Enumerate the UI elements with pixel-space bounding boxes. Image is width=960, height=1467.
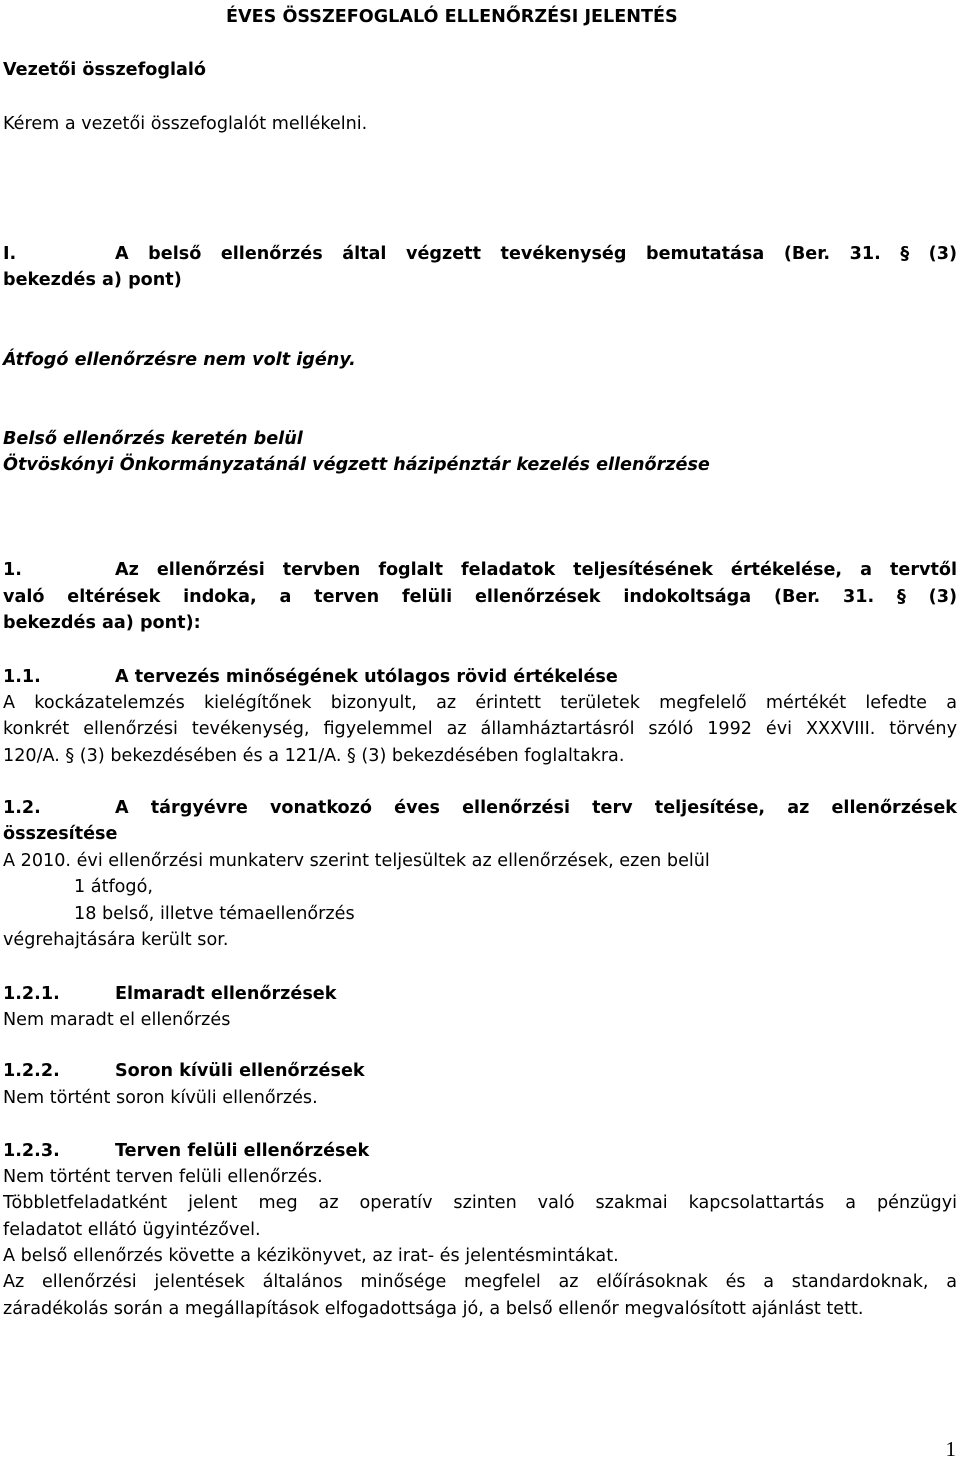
section-number: 1.2.2. bbox=[3, 1061, 60, 1081]
section-I-internal-audit-line1: Belső ellenőrzés keretén belül bbox=[3, 429, 303, 449]
section-1-2-3-paragraph3-line2: záradékolás során a megállapítások elfogadottsága jó, a belső ellenőr megvalósított ajánlást tett. bbox=[3, 1299, 864, 1319]
section-1-2-text-line2: 1 átfogó, bbox=[74, 877, 153, 897]
section-1-heading-line3: bekezdés aa) pont): bbox=[3, 613, 201, 633]
section-1-heading-line2: való eltérések indoka, a terven felüli ellenőrzések indokoltsága (Ber. 31. § (3) bbox=[3, 587, 957, 607]
section-1-2-3-paragraph3-line1: Az ellenőrzési jelentések általános minősége megfelel az előírásoknak és a standardoknak, a bbox=[3, 1272, 957, 1292]
section-I-heading-line2: bekezdés a) pont) bbox=[3, 270, 182, 290]
section-1-2-text-line1: A 2010. évi ellenőrzési munkaterv szerint teljesültek az ellenőrzések, ezen belül bbox=[3, 851, 710, 871]
section-1-2-1-text: Nem maradt el ellenőrzés bbox=[3, 1010, 231, 1030]
report-title: ÉVES ÖSSZEFOGLALÓ ELLENŐRZÉSI JELENTÉS bbox=[226, 7, 678, 27]
section-1-2-3-paragraph1-line1: Többletfeladatként jelent meg az operatív szinten való szakmai kapcsolattartás a pénzügyi bbox=[3, 1193, 957, 1213]
section-1-2-text-line3: 18 belső, illetve témaellenőrzés bbox=[74, 904, 355, 924]
executive-summary-heading: Vezetői összefoglaló bbox=[3, 60, 206, 80]
section-number: 1.2.1. bbox=[3, 984, 60, 1004]
section-number: I. bbox=[3, 244, 17, 264]
section-I-heading-line1: I. A belső ellenőrzés által végzett tevékenység bemutatása (Ber. 31. § (3) bbox=[3, 241, 957, 267]
section-1-1-text-line3: 120/A. § (3) bekezdésében és a 121/A. § (3) bekezdésében foglaltakra. bbox=[3, 746, 625, 766]
section-1-2-3-paragraph2: A belső ellenőrzés követte a kézikönyvet, az irat- és jelentésmintákat. bbox=[3, 1246, 619, 1266]
section-1-1-heading: 1.1. A tervezés minőségének utólagos rövid értékelése bbox=[3, 664, 618, 690]
section-number: 1.1. bbox=[3, 667, 41, 687]
section-1-2-3-heading: 1.2.3. Terven felüli ellenőrzések bbox=[3, 1138, 369, 1164]
executive-summary-text: Kérem a vezetői összefoglalót mellékelni. bbox=[3, 114, 368, 134]
section-number: 1.2.3. bbox=[3, 1141, 60, 1161]
section-1-2-3-text: Nem történt terven felüli ellenőrzés. bbox=[3, 1167, 323, 1187]
section-1-1-text-line1: A kockázatelemzés kielégítőnek bizonyult, az érintett területek megfelelő mértékét lefedte a bbox=[3, 693, 957, 713]
section-I-note: Átfogó ellenőrzésre nem volt igény. bbox=[3, 350, 356, 370]
section-1-2-heading-line1: 1.2. A tárgyévre vonatkozó éves ellenőrzési terv teljesítése, az ellenőrzések bbox=[3, 795, 957, 821]
section-1-2-heading-line2: összesítése bbox=[3, 824, 118, 844]
section-number: 1. bbox=[3, 560, 22, 580]
section-1-2-2-text: Nem történt soron kívüli ellenőrzés. bbox=[3, 1088, 318, 1108]
section-1-2-2-heading: 1.2.2. Soron kívüli ellenőrzések bbox=[3, 1058, 365, 1084]
section-1-heading-line1: 1. Az ellenőrzési tervben foglalt feladatok teljesítésének értékelése, a tervtől bbox=[3, 557, 957, 583]
section-1-2-1-heading: 1.2.1. Elmaradt ellenőrzések bbox=[3, 981, 336, 1007]
section-I-internal-audit-line2: Ötvöskónyi Önkormányzatánál végzett házipénztár kezelés ellenőrzése bbox=[3, 455, 710, 475]
page-number: 1 bbox=[945, 1437, 956, 1461]
section-number: 1.2. bbox=[3, 798, 41, 818]
section-1-2-text-line4: végrehajtására került sor. bbox=[3, 930, 229, 950]
section-1-2-3-paragraph1-line2: feladatot ellátó ügyintézővel. bbox=[3, 1220, 261, 1240]
section-1-1-text-line2: konkrét ellenőrzési tevékenység, figyelemmel az államháztartásról szóló 1992 évi XXXVIII. törvény bbox=[3, 719, 957, 739]
